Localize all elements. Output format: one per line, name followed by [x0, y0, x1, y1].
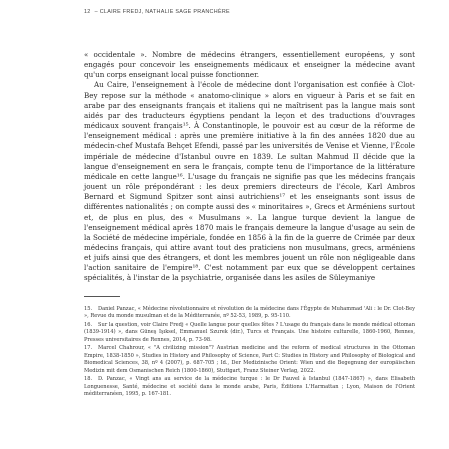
- page-number: 12: [84, 9, 91, 15]
- footnote: [84, 322, 415, 345]
- body-text: [84, 50, 415, 284]
- footnote-number: 16.: [84, 321, 93, 328]
- footnote-text: Sur la question, voir Claire Fredj « Quelle langue pour quelles fêtes ? L'usage du français dans le monde médical ottoman (1839-1914) », dans Güneş Işıksel, Emmanuel Szurek (dir.), Turcs et Français. Une histoire culturelle, 1860-1960, Rennes, Presses universitaires de Rennes, 2014, p. 73-98.: [84, 321, 415, 343]
- footnote-number: 18.: [84, 376, 93, 383]
- footnotes: [84, 306, 415, 399]
- footnote-text: Marcel Chahrour, « "A civilizing mission"? Austrian medicine and the reform of medical structures in the Ottoman Empire, 1838-1850 », Studies in History and Philosophy of Science, Part C: Studies in History and Philosophy of Biological and Biomedical Sciences, 38, nº 4 (2007), p. 687-705 ; Id., Der Medizinische Orient: Wien und die Begegnung der europäischen Medizin mit dem Osmanischen Reich (1800-1860), Stuttgart, Franz Steiner Verlag, 2022.: [84, 345, 415, 374]
- footnote: [84, 376, 415, 399]
- running-head-authors: – CLAIRE FREDJ, NATHALIE SAGE PRANCHÈRE: [94, 9, 230, 15]
- footnote-number: 17.: [84, 345, 93, 352]
- footnote-separator: [84, 296, 120, 297]
- paragraph: Au Caire, l'enseignement à l'école de médecine dont l'organisation est confiée à Clot-Bey repose sur la méthode « anatomo-clinique » alors en vigueur à Paris et se fait en arabe par des enseignants français et italiens qui ne maîtrisent pas la langue mais sont aidés par des traducteurs égyptiens pendant la leçon et des traductions d'ouvrages médicaux souvent français¹⁵. À Constantinople, le pouvoir est au cœur de la réforme de l'enseignement médical : après une première initiative à la fin des années 1820 due au médecin-chef Mustafa Behçet Efendi, passé par les universités de Venise et Vienne, l'École impériale de médecine d'Istanbul ouvre en 1839. Le sultan Mahmud II décide que la langue d'enseignement en sera le français, compte tenu de l'importance de la littérature médicale en cette langue¹⁶. L'usage du français ne signifie pas que les médecins français jouent un rôle prépondérant : les deux premiers directeurs de l'école, Karl Ambros Bernard et Sigmund Spitzer sont ainsi autrichiens¹⁷ et les enseignants sont issus de différentes nationalités ; on compte aussi des « minoritaires », Grecs et Arméniens surtout et, de plus en plus, des « Musulmans ». La langue turque devient la langue de l'enseignement médical après 1870 mais le français demeure la langue d'usage au sein de la Société de médecine impériale, fondée en 1856 à la fin de la guerre de Crimée par deux médecins français, qui attire avant tout des praticiens non musulmans, grecs, arméniens et juifs ainsi que des étrangers, et dont les membres jouent un rôle non négligeable dans l'action sanitaire de l'empire¹⁸. C'est notamment par eux que se développent certaines spécialités, à l'instar de la psychiatrie, organisée dans les asiles de Süleymaniye: [84, 80, 415, 283]
- footnote: [84, 345, 415, 375]
- footnote: [84, 306, 415, 321]
- running-head: [84, 9, 415, 19]
- footnote-text: Daniel Panzac, « Médecine révolutionnaire et révolution de la médecine dans l'Égypte de Muhammad 'Ali : le Dr. Clot-Bey », Revue du monde musulman et de la Méditerranée, nº 52-53, 1989, p. 95-110.: [84, 305, 415, 320]
- paragraph: « occidentale ». Nombre de médecins étrangers, essentiellement européens, y sont engagés pour concevoir les enseignements médicaux et enseigner la médecine avant qu'un corps enseignant local puisse fonctionner.: [84, 50, 415, 80]
- footnote-number: 15.: [84, 305, 93, 312]
- footnote-text: D. Panzac, « Vingt ans au service de la médecine turque : le Dr Fauvel à Istanbul (1847-1867) », dans Elisabeth Longuenesse, Santé, médecine et société dans le monde arabe, Paris, Éditions L'Harmattan ; Lyon, Maison de l'Orient méditerranéen, 1995, p. 167-181.: [84, 376, 415, 398]
